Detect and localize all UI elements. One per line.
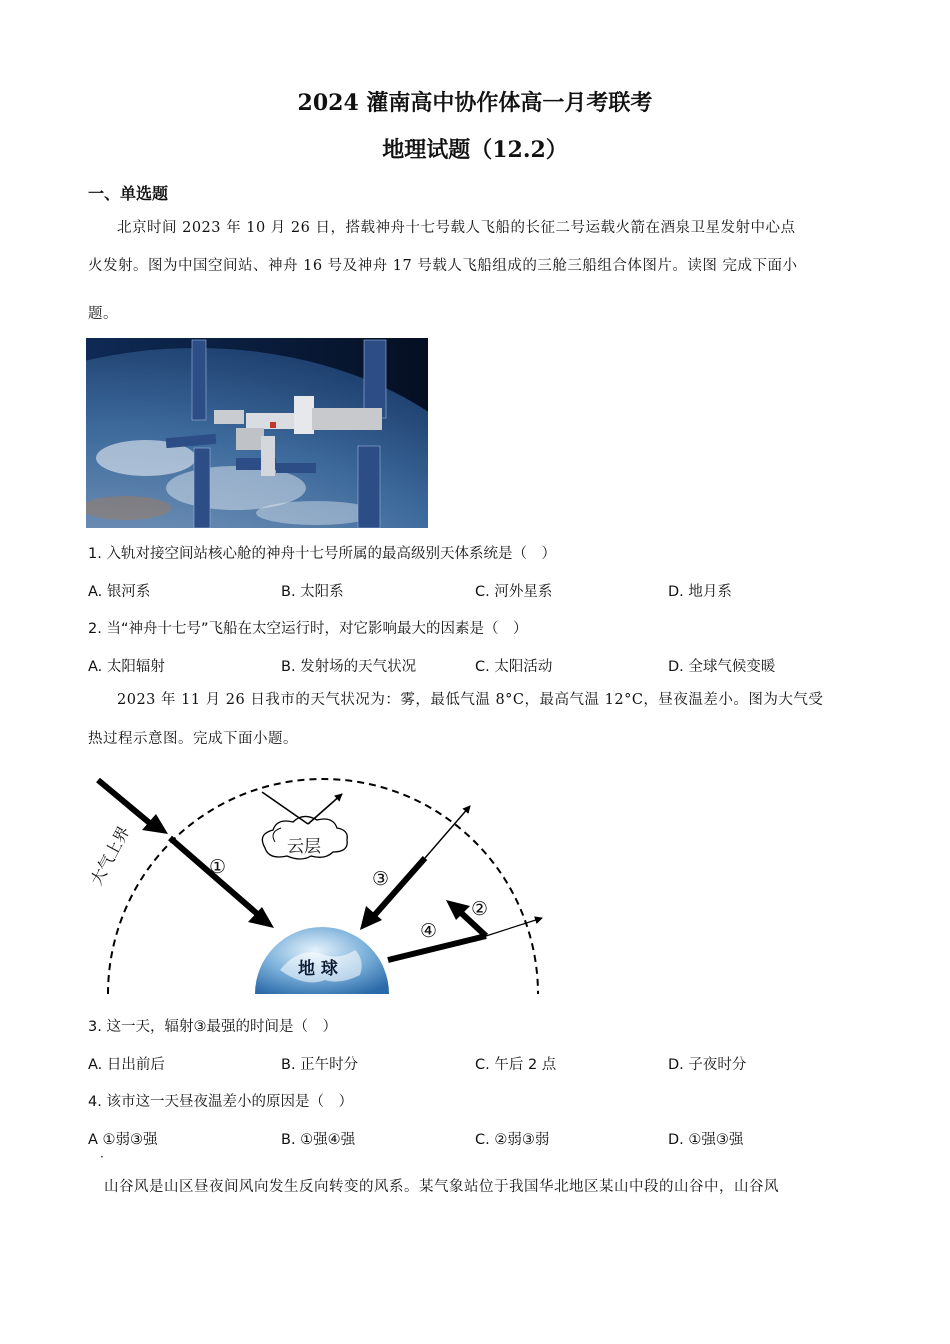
- cloud-label: 云层: [287, 837, 321, 857]
- marker-2: ②: [471, 898, 489, 920]
- q3-option-c[interactable]: C. 午后 2 点: [475, 1057, 557, 1073]
- question-3-stem: 3. 这一天，辐射③最强的时间是（ ）: [88, 1019, 337, 1035]
- earth-label: 地 球: [298, 959, 338, 979]
- q4-option-d[interactable]: D. ①强③强: [668, 1132, 744, 1148]
- question-1-stem: 1. 入轨对接空间站核心舱的神舟十七号所属的最高级别天体系统是（ ）: [88, 546, 556, 562]
- q4-option-a[interactable]: A ①弱③强: [88, 1132, 158, 1148]
- marker-3: ③: [372, 868, 390, 890]
- atmosphere-heating-diagram: [80, 770, 560, 998]
- q4-option-c[interactable]: C. ②弱③弱: [475, 1132, 550, 1148]
- section-heading: 一、单选题: [88, 184, 169, 203]
- passage1-line2: 火发射。图为中国空间站、神舟 16 号及神舟 17 号载人飞船组成的三舱三船组合体图片。读图 完成下面小: [88, 258, 798, 274]
- passage2-line1: 2023 年 11 月 26 日我市的天气状况为：雾，最低气温 8°C，最高气温 12°C，昼夜温差小。图为大气受: [117, 692, 824, 708]
- q2-option-b[interactable]: B. 发射场的天气状况: [281, 659, 417, 675]
- stray-dot: ·: [100, 1150, 104, 1164]
- q2-option-d[interactable]: D. 全球气候变暖: [668, 659, 776, 675]
- marker-4: ④: [420, 920, 438, 942]
- passage3-line1: 山谷风是山区昼夜间风向发生反向转变的风系。某气象站位于我国华北地区某山中段的山谷中，山谷风: [104, 1179, 779, 1195]
- passage1-line3: 题。: [88, 306, 118, 322]
- passage1-line1: 北京时间 2023 年 10 月 26 日，搭载神舟十七号载人飞船的长征二号运载火箭在酒泉卫星发射中心点: [117, 220, 796, 236]
- q2-option-a[interactable]: A. 太阳辐射: [88, 659, 165, 675]
- question-4-stem: 4. 该市这一天昼夜温差小的原因是（ ）: [88, 1094, 353, 1110]
- q4-option-b[interactable]: B. ①强④强: [281, 1132, 356, 1148]
- q3-option-d[interactable]: D. 子夜时分: [668, 1057, 747, 1073]
- q3-option-a[interactable]: A. 日出前后: [88, 1057, 165, 1073]
- q1-option-d[interactable]: D. 地月系: [668, 584, 732, 600]
- atmosphere-top-label: 大气上界: [86, 822, 134, 889]
- q1-option-c[interactable]: C. 河外星系: [475, 584, 553, 600]
- marker-1: ①: [209, 856, 227, 878]
- passage2-line2: 热过程示意图。完成下面小题。: [88, 731, 298, 747]
- page-subtitle: 地理试题（12.2）: [382, 137, 568, 163]
- question-2-stem: 2. 当“神舟十七号”飞船在太空运行时，对它影响最大的因素是（ ）: [88, 621, 528, 637]
- q2-option-c[interactable]: C. 太阳活动: [475, 659, 553, 675]
- page-title: 2024 灌南高中协作体高一月考联考: [297, 90, 653, 116]
- space-station-photo: [86, 338, 428, 528]
- q1-option-b[interactable]: B. 太阳系: [281, 584, 344, 600]
- q3-option-b[interactable]: B. 正午时分: [281, 1057, 359, 1073]
- q1-option-a[interactable]: A. 银河系: [88, 584, 151, 600]
